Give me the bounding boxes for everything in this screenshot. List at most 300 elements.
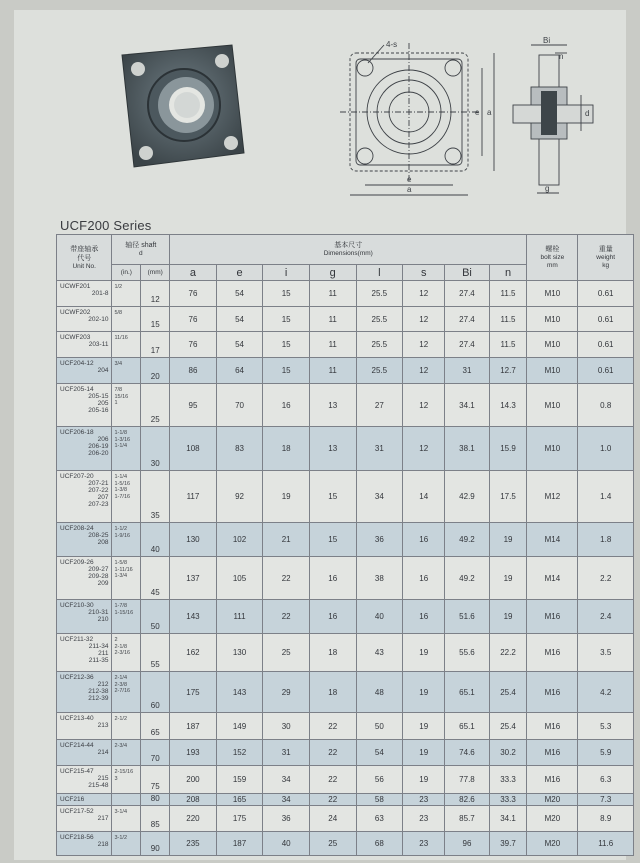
dim-bi: Bi <box>543 36 551 45</box>
shaft-inch-cell <box>112 471 141 523</box>
cell-g: 11 <box>309 358 356 384</box>
table-row <box>57 471 634 523</box>
cell-g: 11 <box>309 281 356 307</box>
cell-l: 25.5 <box>356 332 403 358</box>
front-view-drawing <box>332 35 507 200</box>
shaft-inch-cell <box>112 332 141 358</box>
cell-d: 30 <box>141 427 170 471</box>
cell-n: 15.9 <box>489 427 527 471</box>
cell-a: 162 <box>170 634 217 672</box>
cell-i: 29 <box>263 672 310 713</box>
col-header-g: g <box>309 265 356 281</box>
shaft-inch: 1-1/4 <box>114 443 128 449</box>
cell-l: 68 <box>356 832 403 856</box>
cell-weight: 5.3 <box>578 713 634 740</box>
shaft-header-label: 轴径 shaft <box>125 242 157 249</box>
unit-no: 208-25 <box>88 532 109 539</box>
cell-l: 34 <box>356 471 403 523</box>
shaft-inch: 3-1/2 <box>114 835 128 841</box>
bolt-callout: 4-s <box>386 40 398 49</box>
cell-bolt: M14 <box>527 557 578 600</box>
unit-header-cn: 带座轴承 <box>70 245 99 253</box>
cell-e: 83 <box>216 427 263 471</box>
unit-no-cell <box>57 794 112 806</box>
bearing-unit-photo <box>94 35 254 185</box>
unit-no: 210-31 <box>88 609 109 616</box>
unit-no-cell <box>57 740 112 766</box>
unit-no: UCF213-40 <box>60 715 94 722</box>
unit-no: UCF214-44 <box>60 742 94 749</box>
unit-no: 207-22 <box>88 487 109 494</box>
unit-no: 205-15 <box>88 393 109 400</box>
inch-header: (in.) <box>112 265 141 281</box>
table-row <box>57 766 634 794</box>
shaft-inch: 2-3/16 <box>114 650 131 656</box>
shaft-inch: 2-3/8 <box>114 681 128 688</box>
shaft-inch: 1-5/8 <box>114 560 128 566</box>
cell-weight: 1.8 <box>578 523 634 557</box>
shaft-inch: 1-3/4 <box>114 573 128 579</box>
unit-no: 214 <box>97 749 109 756</box>
cell-s: 14 <box>403 471 445 523</box>
weight-header-cn: 重量 <box>598 246 613 253</box>
col-header-bi: Bi <box>445 265 489 281</box>
unit-no: 212 <box>97 681 109 688</box>
cell-e: 165 <box>216 794 263 806</box>
cell-l: 25.5 <box>356 307 403 332</box>
shaft-inch-cell <box>112 307 141 332</box>
unit-no-cell <box>57 281 112 307</box>
cell-bolt: M10 <box>527 427 578 471</box>
dim-e-v: e <box>475 108 480 117</box>
cell-weight: 7.3 <box>578 794 634 806</box>
cell-g: 24 <box>309 806 356 832</box>
dim-d: d <box>585 109 590 118</box>
shaft-inch-cell <box>112 523 141 557</box>
unit-no-cell <box>57 358 112 384</box>
dims-header-en: Dimensions(mm) <box>323 250 373 257</box>
cell-g: 13 <box>309 384 356 427</box>
cell-d: 15 <box>141 307 170 332</box>
cell-e: 102 <box>216 523 263 557</box>
cell-e: 70 <box>216 384 263 427</box>
cell-bi: 49.2 <box>445 523 489 557</box>
unit-no-cell <box>57 523 112 557</box>
cell-d: 40 <box>141 523 170 557</box>
cell-weight: 8.9 <box>578 806 634 832</box>
unit-no-cell <box>57 307 112 332</box>
cell-weight: 0.61 <box>578 332 634 358</box>
cell-n: 17.5 <box>489 471 527 523</box>
cell-d: 80 <box>141 794 170 806</box>
shaft-header-d: d <box>139 250 143 257</box>
unit-no: 213 <box>97 722 109 729</box>
unit-no: UCWF201 <box>60 283 91 290</box>
shaft-header <box>112 235 170 265</box>
cell-s: 23 <box>403 806 445 832</box>
cell-g: 18 <box>309 672 356 713</box>
unit-no: UCF211-32 <box>60 636 94 643</box>
cell-bi: 31 <box>445 358 489 384</box>
unit-no: 211 <box>98 650 109 657</box>
dim-i: i <box>552 96 554 105</box>
cell-n: 25.4 <box>489 672 527 713</box>
cell-s: 23 <box>403 794 445 806</box>
cell-a: 208 <box>170 794 217 806</box>
cell-s: 19 <box>403 766 445 794</box>
shaft-inch: 1-1/4 <box>114 474 128 480</box>
cell-d: 70 <box>141 740 170 766</box>
cell-d: 55 <box>141 634 170 672</box>
cell-n: 22.2 <box>489 634 527 672</box>
cell-e: 105 <box>216 557 263 600</box>
shaft-inch-cell <box>112 634 141 672</box>
dim-a-v: a <box>487 108 492 117</box>
cell-a: 76 <box>170 332 217 358</box>
cell-i: 15 <box>263 358 310 384</box>
cell-n: 19 <box>489 600 527 634</box>
cell-a: 187 <box>170 713 217 740</box>
unit-no: 211-35 <box>88 657 109 664</box>
cell-i: 30 <box>263 713 310 740</box>
cell-l: 54 <box>356 740 403 766</box>
cell-d: 85 <box>141 806 170 832</box>
spec-table-body <box>57 281 634 856</box>
cell-n: 19 <box>489 557 527 600</box>
cell-i: 25 <box>263 634 310 672</box>
table-row <box>57 672 634 713</box>
cell-a: 108 <box>170 427 217 471</box>
dim-g: g <box>545 184 550 193</box>
cell-bi: 34.1 <box>445 384 489 427</box>
cell-bolt: M16 <box>527 766 578 794</box>
cell-s: 16 <box>403 600 445 634</box>
unit-no: 211-34 <box>88 643 109 650</box>
table-row <box>57 713 634 740</box>
unit-no: 205-16 <box>88 407 109 414</box>
table-row <box>57 358 634 384</box>
cell-n: 33.3 <box>489 766 527 794</box>
cell-weight: 0.61 <box>578 358 634 384</box>
unit-no: UCF217-52 <box>60 808 94 815</box>
cell-g: 15 <box>309 471 356 523</box>
cell-g: 18 <box>309 634 356 672</box>
table-row <box>57 523 634 557</box>
cell-bi: 55.6 <box>445 634 489 672</box>
cell-a: 193 <box>170 740 217 766</box>
unit-no: 204 <box>97 367 109 374</box>
table-row <box>57 832 634 856</box>
unit-no: 210 <box>97 616 109 623</box>
unit-no: 207-23 <box>88 501 109 508</box>
cell-bi: 27.4 <box>445 307 489 332</box>
shaft-inch: 1-9/16 <box>114 532 131 539</box>
cell-d: 12 <box>141 281 170 307</box>
cell-g: 11 <box>309 332 356 358</box>
cell-weight: 0.61 <box>578 281 634 307</box>
cell-a: 130 <box>170 523 217 557</box>
cell-e: 187 <box>216 832 263 856</box>
cell-l: 40 <box>356 600 403 634</box>
shaft-inch-cell <box>112 557 141 600</box>
cell-bi: 96 <box>445 832 489 856</box>
table-row <box>57 281 634 307</box>
bolt-header-cn: 螺栓 <box>545 246 560 253</box>
unit-no: 203-11 <box>88 341 109 348</box>
cell-l: 50 <box>356 713 403 740</box>
cell-g: 22 <box>309 794 356 806</box>
cell-bolt: M16 <box>527 740 578 766</box>
cell-e: 54 <box>216 307 263 332</box>
spec-table <box>56 234 634 856</box>
unit-no-cell <box>57 806 112 832</box>
shaft-inch-cell <box>112 713 141 740</box>
unit-no-cell <box>57 766 112 794</box>
cell-weight: 0.8 <box>578 384 634 427</box>
cell-weight: 6.3 <box>578 766 634 794</box>
header-row-top <box>57 235 634 265</box>
cell-s: 12 <box>403 307 445 332</box>
side-view-drawing <box>509 35 604 200</box>
cell-i: 15 <box>263 332 310 358</box>
cell-i: 34 <box>263 766 310 794</box>
bolt-header-en: bolt size <box>540 254 565 261</box>
shaft-inch: 2-3/4 <box>114 743 128 749</box>
unit-no: UCF215-47 <box>60 768 94 775</box>
cell-bi: 77.8 <box>445 766 489 794</box>
shaft-inch: 3/4 <box>114 361 123 367</box>
cell-a: 175 <box>170 672 217 713</box>
cell-bi: 65.1 <box>445 672 489 713</box>
table-row <box>57 427 634 471</box>
cell-s: 12 <box>403 281 445 307</box>
cell-i: 34 <box>263 794 310 806</box>
cell-bolt: M20 <box>527 806 578 832</box>
cell-weight: 4.2 <box>578 672 634 713</box>
cell-d: 25 <box>141 384 170 427</box>
unit-no: 218 <box>97 841 109 848</box>
dim-a-h: a <box>407 185 412 194</box>
cell-i: 18 <box>263 427 310 471</box>
unit-header-cn2: 代号 <box>77 254 92 262</box>
mm-header: (mm) <box>141 265 170 281</box>
cell-bi: 27.4 <box>445 332 489 358</box>
shaft-inch-cell <box>112 384 141 427</box>
cell-i: 21 <box>263 523 310 557</box>
cell-l: 63 <box>356 806 403 832</box>
cell-s: 19 <box>403 634 445 672</box>
cell-l: 48 <box>356 672 403 713</box>
cell-bolt: M20 <box>527 832 578 856</box>
cell-l: 56 <box>356 766 403 794</box>
table-row <box>57 557 634 600</box>
cell-e: 149 <box>216 713 263 740</box>
unit-no-cell <box>57 332 112 358</box>
cell-l: 31 <box>356 427 403 471</box>
cell-i: 16 <box>263 384 310 427</box>
cell-g: 15 <box>309 523 356 557</box>
shaft-inch-cell <box>112 832 141 856</box>
cell-bolt: M16 <box>527 600 578 634</box>
cell-bi: 42.9 <box>445 471 489 523</box>
cell-bi: 82.6 <box>445 794 489 806</box>
cell-l: 43 <box>356 634 403 672</box>
shaft-inch-cell <box>112 427 141 471</box>
unit-no: UCF210-30 <box>60 602 94 609</box>
cell-g: 22 <box>309 740 356 766</box>
cell-d: 75 <box>141 766 170 794</box>
cell-i: 15 <box>263 307 310 332</box>
cell-e: 175 <box>216 806 263 832</box>
unit-no: UCWF202 <box>60 309 91 316</box>
cell-weight: 0.61 <box>578 307 634 332</box>
shaft-inch: 1 <box>114 400 118 406</box>
shaft-inch-cell <box>112 766 141 794</box>
unit-no: 209 <box>97 580 109 587</box>
cell-a: 220 <box>170 806 217 832</box>
cell-s: 19 <box>403 713 445 740</box>
unit-no: 209-27 <box>88 566 109 573</box>
cell-e: 159 <box>216 766 263 794</box>
shaft-inch: 2-7/16 <box>114 688 131 694</box>
shaft-inch: 2-1/2 <box>114 716 128 722</box>
cell-i: 40 <box>263 832 310 856</box>
series-title: UCF200 Series <box>60 218 152 233</box>
shaft-inch: 2-1/4 <box>114 675 128 681</box>
unit-header-en: Unit No. <box>72 262 96 270</box>
shaft-inch: 1-1/8 <box>114 430 128 436</box>
shaft-inch-cell <box>112 740 141 766</box>
unit-no: 205 <box>97 400 109 407</box>
cell-a: 76 <box>170 281 217 307</box>
shaft-inch: 7/8 <box>114 387 123 393</box>
cell-g: 22 <box>309 713 356 740</box>
cell-e: 54 <box>216 281 263 307</box>
col-header-l: l <box>356 265 403 281</box>
unit-no: 215-48 <box>88 782 109 789</box>
cell-bolt: M10 <box>527 358 578 384</box>
shaft-inch-cell <box>112 806 141 832</box>
weight-header <box>578 235 634 281</box>
weight-header-unit: kg <box>602 262 610 269</box>
unit-no: UCF205-14 <box>60 386 94 393</box>
bolt-header-unit: mm <box>546 262 558 269</box>
cell-weight: 1.0 <box>578 427 634 471</box>
cell-g: 11 <box>309 307 356 332</box>
cell-l: 58 <box>356 794 403 806</box>
cell-g: 16 <box>309 557 356 600</box>
cell-d: 65 <box>141 713 170 740</box>
cell-l: 25.5 <box>356 358 403 384</box>
unit-no-cell <box>57 672 112 713</box>
unit-no: 207-21 <box>88 480 109 487</box>
cell-bi: 38.1 <box>445 427 489 471</box>
cell-weight: 2.2 <box>578 557 634 600</box>
unit-no: UCF212-36 <box>60 674 94 681</box>
cell-a: 143 <box>170 600 217 634</box>
cell-bolt: M20 <box>527 794 578 806</box>
cell-n: 12.7 <box>489 358 527 384</box>
cell-e: 64 <box>216 358 263 384</box>
unit-no-cell <box>57 634 112 672</box>
table-row <box>57 634 634 672</box>
cell-n: 25.4 <box>489 713 527 740</box>
unit-no-cell <box>57 557 112 600</box>
cell-d: 45 <box>141 557 170 600</box>
dims-header <box>170 235 527 265</box>
shaft-inch: 15/16 <box>114 393 129 400</box>
shaft-inch: 1-7/16 <box>114 493 131 500</box>
cell-weight: 1.4 <box>578 471 634 523</box>
cell-d: 60 <box>141 672 170 713</box>
shaft-inch-cell <box>112 358 141 384</box>
cell-l: 27 <box>356 384 403 427</box>
cell-n: 19 <box>489 523 527 557</box>
unit-no: UCF216 <box>60 796 85 803</box>
cell-weight: 3.5 <box>578 634 634 672</box>
cell-n: 34.1 <box>489 806 527 832</box>
cell-bi: 51.6 <box>445 600 489 634</box>
cell-d: 50 <box>141 600 170 634</box>
cell-bi: 85.7 <box>445 806 489 832</box>
cell-a: 200 <box>170 766 217 794</box>
cell-weight: 5.9 <box>578 740 634 766</box>
cell-a: 235 <box>170 832 217 856</box>
cell-e: 92 <box>216 471 263 523</box>
cell-a: 86 <box>170 358 217 384</box>
table-row <box>57 794 634 806</box>
col-header-s: s <box>403 265 445 281</box>
cell-a: 76 <box>170 307 217 332</box>
cell-s: 16 <box>403 557 445 600</box>
shaft-inch: 11/16 <box>114 335 128 341</box>
cell-n: 11.5 <box>489 281 527 307</box>
table-row <box>57 806 634 832</box>
cell-bi: 27.4 <box>445 281 489 307</box>
cell-l: 38 <box>356 557 403 600</box>
catalog-page <box>14 10 626 860</box>
cell-d: 17 <box>141 332 170 358</box>
cell-bi: 65.1 <box>445 713 489 740</box>
shaft-inch: 2-15/16 <box>114 769 134 775</box>
unit-no: UCF208-24 <box>60 525 94 532</box>
cell-s: 12 <box>403 427 445 471</box>
unit-no-cell <box>57 471 112 523</box>
table-row <box>57 307 634 332</box>
cell-g: 22 <box>309 766 356 794</box>
cell-s: 19 <box>403 740 445 766</box>
cell-s: 12 <box>403 358 445 384</box>
shaft-inch: 1-3/8 <box>114 487 128 493</box>
cell-n: 11.5 <box>489 332 527 358</box>
col-header-a: a <box>170 265 217 281</box>
unit-no: UCF218-56 <box>60 834 94 841</box>
cell-i: 22 <box>263 600 310 634</box>
shaft-inch-cell <box>112 600 141 634</box>
shaft-inch: 3-1/4 <box>114 809 128 815</box>
unit-no: 206-19 <box>88 443 109 450</box>
cell-e: 111 <box>216 600 263 634</box>
dim-n: n <box>559 52 564 61</box>
cell-l: 25.5 <box>356 281 403 307</box>
cell-g: 13 <box>309 427 356 471</box>
cell-n: 33.3 <box>489 794 527 806</box>
cell-n: 30.2 <box>489 740 527 766</box>
cell-i: 36 <box>263 806 310 832</box>
cell-d: 35 <box>141 471 170 523</box>
cell-bolt: M10 <box>527 281 578 307</box>
unit-no: UCF206-18 <box>60 429 94 436</box>
